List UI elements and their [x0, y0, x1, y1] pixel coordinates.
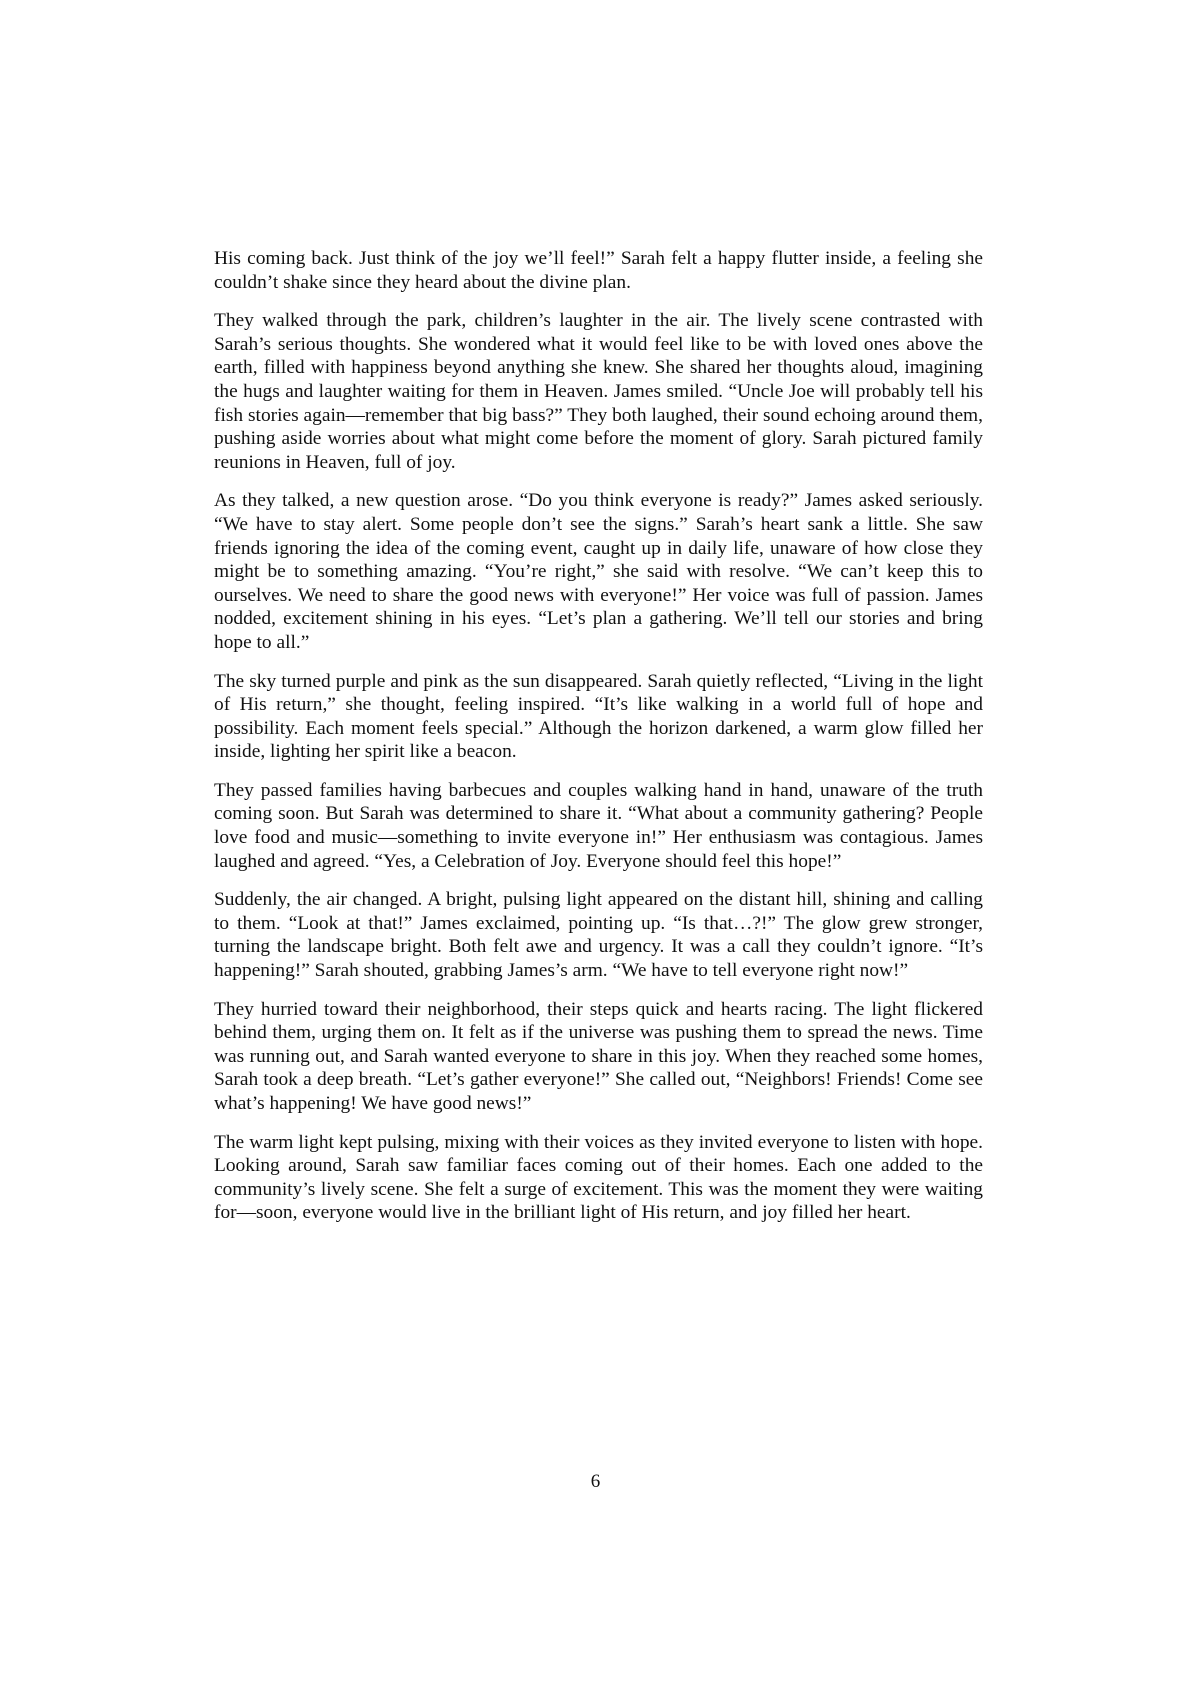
paragraph-6: Suddenly, the air changed. A bright, pulsing light appeared on the distant hill, shining and calling to them. “Look at that!” James exclaimed, pointing up. “Is that…?!” The glow grew stronger, turning the landscape bright. Both felt awe and urgency. It was a call they couldn’t ignore. “It’s happening!” Sarah shouted, grabbing James’s arm. “We have to tell everyone right now!”	[214, 889, 983, 982]
paragraph-2: They walked through the park, children’s laughter in the air. The lively scene contrasted with Sarah’s serious thoughts. She wondered what it would feel like to be with loved ones above the earth, filled with happiness beyond anything she knew. She shared her thoughts aloud, imagining the hugs and laughter waiting for them in Heaven. James smiled. “Uncle Joe will probably tell his fish stories again—remember that big bass?” They both laughed, their sound echoing around them, pushing aside worries about what might come before the moment of glory. Sarah pictured family reunions in Heaven, full of joy.	[214, 310, 983, 473]
paragraph-7: They hurried toward their neighborhood, their steps quick and hearts racing. The light flickered behind them, urging them on. It felt as if the universe was pushing them to spread the news. Time was running out, and Sarah wanted everyone to share in this joy. When they reached some homes, Sarah took a deep breath. “Let’s gather everyone!” She called out, “Neighbors! Friends! Come see what’s happening! We have good news!”	[214, 998, 983, 1114]
paragraph-4: The sky turned purple and pink as the sun disappeared. Sarah quietly reflected, “Living in the light of His return,” she thought, feeling inspired. “It’s like walking in a world full of hope and possibility. Each moment feels special.” Although the horizon darkened, a warm glow filled her inside, lighting her spirit like a beacon.	[214, 670, 983, 763]
paragraph-8: The warm light kept pulsing, mixing with their voices as they invited everyone to listen with hope. Looking around, Sarah saw familiar faces coming out of their homes. Each one added to the community’s lively scene. She felt a surge of excitement. This was the moment they were waiting for—soon, everyone would live in the brilliant light of His return, and joy filled her heart.	[214, 1131, 983, 1224]
paragraph-3: As they talked, a new question arose. “Do you think everyone is ready?” James asked seriously. “We have to stay alert. Some people don’t see the signs.” Sarah’s heart sank a little. She saw friends ignoring the idea of the coming event, caught up in daily life, unaware of how close they might be to something amazing. “You’re right,” she said with resolve. “We can’t keep this to ourselves. We need to share the good news with everyone!” Her voice was full of passion. James nodded, excitement shining in his eyes. “Let’s plan a gathering. We’ll tell our stories and bring hope to all.”	[214, 490, 983, 653]
page-number: 6	[590, 1471, 601, 1492]
paragraph-5: They passed families having barbecues and couples walking hand in hand, unaware of the truth coming soon. But Sarah was determined to share it. “What about a community gathering? People love food and music—something to invite everyone in!” Her enthusiasm was contagious. James laughed and agreed. “Yes, a Celebration of Joy. Everyone should feel this hope!”	[214, 779, 983, 872]
paragraph-1: His coming back. Just think of the joy we’ll feel!” Sarah felt a happy flutter inside, a feeling she couldn’t shake since they heard about the divine plan.	[214, 248, 983, 293]
body-text	[214, 247, 983, 1240]
